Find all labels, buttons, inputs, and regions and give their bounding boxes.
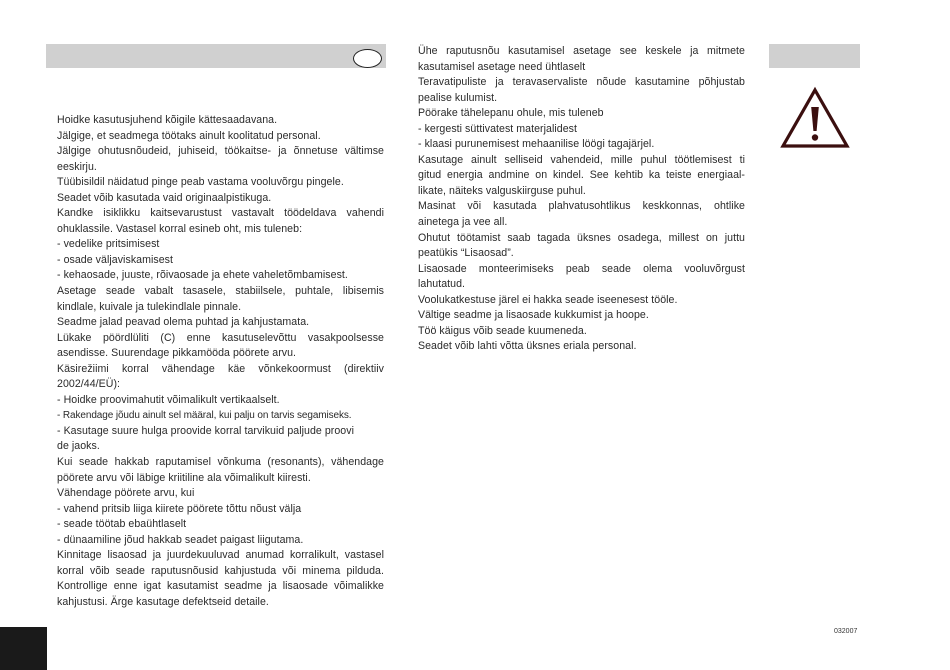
safety-text-right-column: [418, 44, 745, 355]
text-line: Töö käigus võib seade kuumeneda.: [418, 324, 587, 337]
section-header-bar: [46, 44, 386, 68]
text-line: gitud energia andmine on kindel. See kehtib ka teiste energiaal-: [418, 169, 745, 182]
text-line: lahutatud.: [418, 278, 466, 291]
text-line: Masinat või kasutada plahvatusohtlikus keskkonnas, ohtlike: [418, 200, 745, 213]
text-line: Kui seade hakkab raputamisel võnkuma (resonants), vähendage: [57, 456, 384, 469]
text-line: peatükis “Lisaosad”.: [418, 247, 514, 260]
text-line: - Rakendage jõudu ainult sel määral, kui palju on tarvis segamiseks.: [57, 410, 352, 422]
text-line: Kasutage ainult selliseid vahendeid, mille puhul töötlemisest ti: [418, 153, 745, 166]
text-line: ainetega ja vee all.: [418, 216, 508, 229]
document-code: 032007: [834, 628, 858, 635]
text-line: Vältige seadme ja lisaosade kukkumist ja hoope.: [418, 309, 649, 322]
text-line: 2002/44/EÜ):: [57, 378, 121, 391]
text-line: - osade väljaviskamisest: [57, 253, 174, 266]
text-line: - Kasutage suure hulga proovide korral tarvikuid paljude proovi: [57, 424, 355, 437]
text-line: Asetage seade vabalt tasasele, stabiilsele, puhtale, libisemis: [57, 285, 384, 298]
text-line: Seadme jalad peavad olema puhtad ja kahjustamata.: [57, 316, 310, 329]
text-line: de jaoks.: [57, 440, 100, 453]
text-line: Jälgige, et seadmega töötaks ainult koolitatud personal.: [57, 129, 321, 142]
safety-text-left-column: [57, 113, 384, 611]
text-line: - kehaosade, juuste, rõivaosade ja ehete vaheletõmbamisest.: [57, 269, 348, 282]
text-line: Teravatipuliste ja teravaservaliste nõude kasutamine põhjustab: [418, 76, 745, 89]
text-line: pealise kulumist.: [418, 91, 498, 104]
warning-triangle-icon: [779, 86, 851, 150]
text-line: kahjustusi. Ärge kasutage defektseid detaile.: [57, 595, 269, 608]
text-line: Ühe raputusnõu kasutamisel asetage see keskele ja mitmete: [418, 45, 745, 57]
text-line: kindlale, kuivale ja tulekindlale pinnale.: [57, 300, 242, 313]
text-line: Lükake pöördlüliti (C) enne kasutuselevõttu vasakpoolsesse: [57, 331, 384, 344]
text-line: pöörete arvu või läbige kriitiline ala võimalikult kiiresti.: [57, 471, 311, 484]
text-line: korral võib seade raputusnõusid kahjustuda või minema pilduda.: [57, 564, 384, 577]
text-line: eeskirju.: [57, 160, 97, 173]
warning-header-bar: [769, 44, 860, 68]
text-line: - dünaamiline jõud hakkab seadet paigast liigutama.: [57, 533, 304, 546]
text-line: Hoidke kasutusjuhend kõigile kättesaadavana.: [57, 114, 278, 126]
text-line: Jälgige ohutusnõudeid, juhiseid, töökaitse- ja õnnetuse vältimse: [57, 145, 384, 158]
language-badge: [353, 49, 382, 68]
text-line: Lisaosade monteerimiseks peab seade olema vooluvõrgust: [418, 262, 745, 275]
text-line: Kinnitage lisaosad ja juurdekuuluvad anumad korralikult, vastasel: [57, 549, 384, 562]
text-line: - vahend pritsib liiga kiirete pöörete tõttu nõust välja: [57, 502, 302, 515]
text-line: - seade töötab ebaühtlaselt: [57, 518, 187, 531]
text-line: Käsirežiimi korral vähendage käe võnkekoormust (direktiiv: [57, 362, 384, 375]
text-line: asendisse. Suurendage pikkamööda pöörete arvu.: [57, 347, 297, 360]
text-line: Pöörake tähelepanu ohule, mis tuleneb: [418, 107, 604, 120]
text-line: Ohutut töötamist saab tagada üksnes osadega, millest on juttu: [418, 231, 745, 244]
text-line: - Hoidke proovimahutit võimalikult vertikaalselt.: [57, 393, 280, 406]
text-line: - vedelike pritsimisest: [57, 238, 160, 251]
page-corner-block: [0, 627, 47, 670]
text-line: Vähendage pöörete arvu, kui: [57, 487, 195, 500]
text-line: Seadet võib kasutada vaid originaalpistikuga.: [57, 191, 272, 204]
text-line: likate, näiteks valguskiirguse puhul.: [418, 184, 586, 197]
text-line: Voolukatkestuse järel ei hakka seade iseenesest tööle.: [418, 293, 678, 306]
text-line: - kergesti süttivatest materjalidest: [418, 122, 577, 135]
text-line: kasutamisel asetage need ühtlaselt: [418, 60, 586, 73]
text-line: ohuklassile. Vastasel korral esineb oht, mis tuleneb:: [57, 222, 303, 235]
text-line: Tüübisildil näidatud pinge peab vastama vooluvõrgu pingele.: [57, 176, 344, 189]
text-line: Kontrollige enne igat kasutamist seadme ja lisaosade võimalikke: [57, 580, 384, 593]
text-line: Seadet võib lahti võtta üksnes eriala personal.: [418, 340, 637, 353]
text-line: - klaasi purunemisest mehaanilise löögi tagajärjel.: [418, 138, 655, 151]
text-line: Kandke isiklikku kaitsevarustust vastavalt töödeldava vahendi: [57, 207, 384, 220]
